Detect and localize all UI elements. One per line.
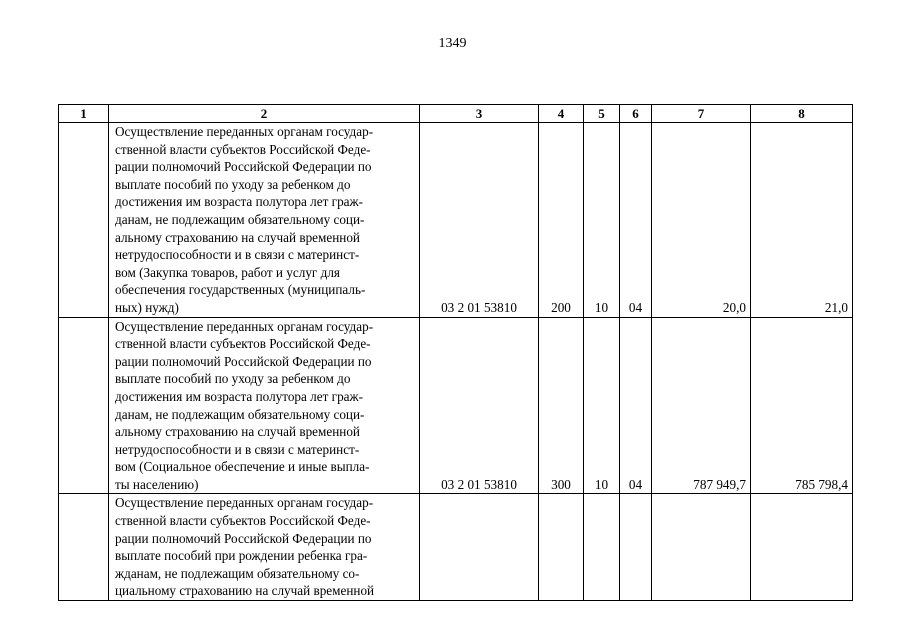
- header-col-7: 7: [652, 105, 751, 123]
- header-col-8: 8: [751, 105, 853, 123]
- row-subsection: [620, 494, 652, 601]
- row-subsection: 04: [620, 317, 652, 494]
- row-description: Осуществление переданных органам государ- ственной власти субъектов Российской Феде- рации полномочий Российской Федерации по выплате пособий по уходу за ребенком до достижения им возраста полутора лет граж- данам, не подлежащим обязательному соци- альному страхованию на случай временной нетрудоспособности и в связи с материнст- вом (Социальное обеспечение и иные выпла- ты населению): [109, 317, 420, 494]
- header-col-6: 6: [620, 105, 652, 123]
- row-target-code: 03 2 01 53810: [420, 123, 539, 318]
- row-target-code: [420, 494, 539, 601]
- header-row: [59, 105, 853, 123]
- row-expense-type: [539, 494, 584, 601]
- table-row: [59, 123, 853, 318]
- row-section: 10: [584, 123, 620, 318]
- table-row: [59, 317, 853, 494]
- row-expense-type: 300: [539, 317, 584, 494]
- table-row: [59, 494, 853, 601]
- header-col-4: 4: [539, 105, 584, 123]
- header-col-3: 3: [420, 105, 539, 123]
- row-amount-col8: 785 798,4: [751, 317, 853, 494]
- row-expense-type: 200: [539, 123, 584, 318]
- row-index-cell: [59, 123, 109, 318]
- header-col-5: 5: [584, 105, 620, 123]
- row-section: 10: [584, 317, 620, 494]
- header-col-2: 2: [109, 105, 420, 123]
- row-amount-col7: [652, 494, 751, 601]
- row-description: Осуществление переданных органам государ- ственной власти субъектов Российской Феде- рации полномочий Российской Федерации по выплате пособий при рождении ребенка гра- жданам, не подлежащим обязательному со- циальному страхованию на случай временной: [109, 494, 420, 601]
- row-amount-col7: 20,0: [652, 123, 751, 318]
- row-amount-col8: 21,0: [751, 123, 853, 318]
- row-index-cell: [59, 317, 109, 494]
- row-description: Осуществление переданных органам государ- ственной власти субъектов Российской Феде- рации полномочий Российской Федерации по выплате пособий по уходу за ребенком до достижения им возраста полутора лет граж- данам, не подлежащим обязательному соци- альному страхованию на случай временной нетрудоспособности и в связи с материнст- вом (Закупка товаров, работ и услуг для обеспечения государственных (муниципаль- ных) нужд): [109, 123, 420, 318]
- header-col-1: 1: [59, 105, 109, 123]
- row-target-code: 03 2 01 53810: [420, 317, 539, 494]
- row-index-cell: [59, 494, 109, 601]
- row-amount-col7: 787 949,7: [652, 317, 751, 494]
- row-subsection: 04: [620, 123, 652, 318]
- row-section: [584, 494, 620, 601]
- page-number: 1349: [438, 36, 467, 51]
- budget-table: [58, 104, 853, 601]
- row-amount-col8: [751, 494, 853, 601]
